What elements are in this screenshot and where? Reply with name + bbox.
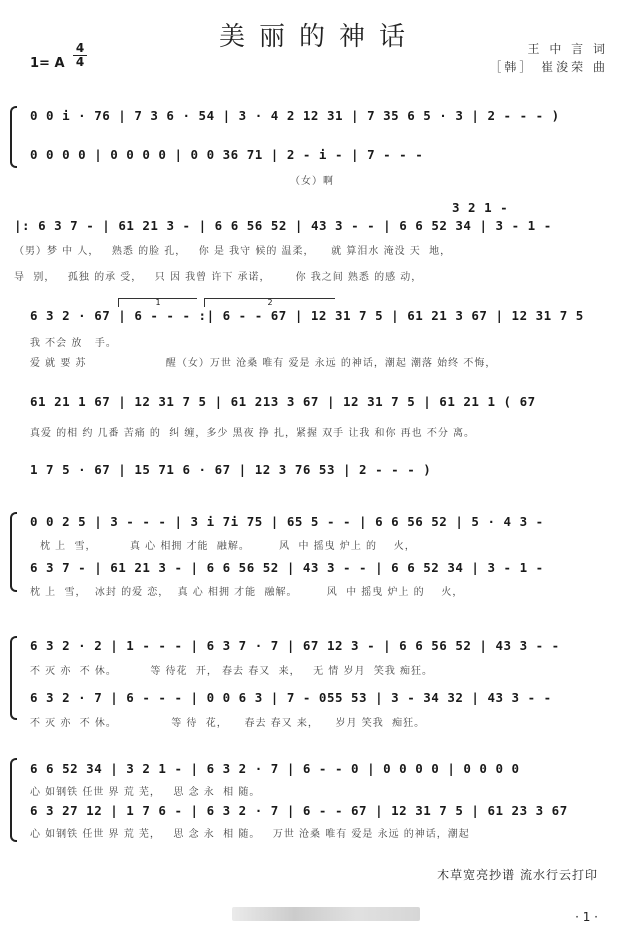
interlude-line: 1 7 5 · 67 | 15 71 6 · 67 | 12 3 76 53 | 2 - - - ) (30, 462, 432, 477)
duet-lower-line-a: 6 3 7 - | 61 21 3 - | 6 6 56 52 | 43 3 - - | 6 6 52 34 | 3 - 1 - (30, 560, 544, 575)
duet-lower-lyric-b: 不 灭 亦 不 休。 等 待 花， 春去 春又 来， 岁月 笑我 痴狂。 (30, 718, 426, 729)
duet-upper-line-c: 6 6 52 34 | 3 2 1 - | 6 3 2 · 7 | 6 - - 0 | 0 0 0 0 | 0 0 0 0 (30, 761, 520, 776)
verse-lyric-1: （男）梦 中 人， 熟悉 的脸 孔， 你 是 我守 候的 温柔， 就 算泪水 淹没 天 地， (14, 246, 452, 257)
duet-lower-line-b: 6 3 2 · 7 | 6 - - - | 0 0 6 3 | 7 - 055 53 | 3 - 34 32 | 43 3 - - (30, 690, 552, 705)
intro-lyric: （女）啊 (290, 176, 334, 187)
chorus-melody-line: 61 21 1 67 | 12 31 7 5 | 61 213 3 67 | 12 31 7 5 | 61 21 1 ( 67 (30, 394, 536, 409)
duet-upper-line-a: 0 0 2 5 | 3 - - - | 3 i 7i 75 | 65 5 - - | 6 6 56 52 | 5 · 4 3 - (30, 514, 544, 529)
duet-lower-lyric-a: 枕 上 雪， 冰封 的爱 恋， 真 心 相拥 才能 融解。 风 中 摇曳 炉上 的 火， (30, 587, 464, 598)
duet-upper-lyric-a: 枕 上 雪， 真 心 相拥 才能 融解。 风 中 摇曳 炉上 的 火， (40, 541, 416, 552)
duet-upper-line-b: 6 3 2 · 2 | 1 - - - | 6 3 7 · 7 | 67 12 3 - | 6 6 56 52 | 43 3 - - (30, 638, 560, 653)
ending-lyric-2: 爱 就 要 苏 醒（女）万世 沧桑 唯有 爱是 永远 的神话，潮起 潮落 始终 不悔， (30, 358, 497, 369)
transcriber-credit: 木草宽亮抄谱 流水行云打印 (437, 868, 598, 882)
watermark (232, 907, 420, 921)
verse-lyric-2: 导 别， 孤独 的承 受， 只 因 我曾 许下 承诺， 你 我之间 熟悉 的感 动， (14, 272, 423, 283)
duet-lower-line-c: 6 3 27 12 | 1 7 6 - | 6 3 2 · 7 | 6 - - 67 | 12 31 7 5 | 61 23 3 67 (30, 803, 568, 818)
composer-credit: ［韩］ 崔浚荣 曲 (489, 60, 608, 74)
verse-harmony-note: 3 2 1 - (452, 200, 509, 215)
duet-upper-lyric-b: 不 灭 亦 不 休。 等 待花 开， 春去 春又 来， 无 情 岁月 笑我 痴狂。 (30, 666, 434, 677)
time-signature-bottom: 4 (75, 55, 85, 69)
system-brace (10, 106, 17, 168)
intro-melody-line: 0 0 i · 76 | 7 3 6 · 54 | 3 · 4 2 12 31 | 7 35 6 5 · 3 | 2 - - - ) (30, 108, 560, 123)
system-brace (10, 512, 17, 592)
lyricist-credit: 王 中 言 词 (527, 42, 608, 56)
duet-upper-lyric-c: 心 如钢铁 任世 界 荒 芜， 思 念 永 相 随。 (30, 787, 261, 798)
verse-melody-line: |: 6 3 7 - | 61 21 3 - | 6 6 56 52 | 43 3 - - | 6 6 52 34 | 3 - 1 - (14, 218, 552, 233)
time-signature-top: 4 (75, 41, 85, 55)
intro-harmony-line: 0 0 0 0 | 0 0 0 0 | 0 0 36 71 | 2 - i - | 7 - - - (30, 147, 424, 162)
system-brace (10, 758, 17, 842)
ending-lyric-1: 我 不会 放 手。 (30, 338, 117, 349)
song-title: 美丽的神话 (218, 22, 419, 52)
page-number: · 1 · (575, 910, 598, 924)
volta-second-ending: 2 (204, 298, 335, 307)
key-signature: 1= A (30, 56, 65, 71)
volta-first-ending: 1 (118, 298, 197, 307)
time-signature (73, 42, 87, 69)
system-brace (10, 636, 17, 720)
duet-lower-lyric-c: 心 如钢铁 任世 界 荒 芜， 思 念 永 相 随。 万世 沧桑 唯有 爱是 永远 的神话，潮起 (30, 829, 470, 840)
chorus-lyric: 真爱 的相 约 几番 苦痛 的 纠 缠，多少 黑夜 挣 扎，紧握 双手 让我 和你 再也 不分 离。 (30, 428, 476, 439)
ending-melody-line: 6 3 2 · 67 | 6 - - - :| 6 - - 67 | 12 31 7 5 | 61 21 3 67 | 12 31 7 5 (30, 308, 584, 323)
